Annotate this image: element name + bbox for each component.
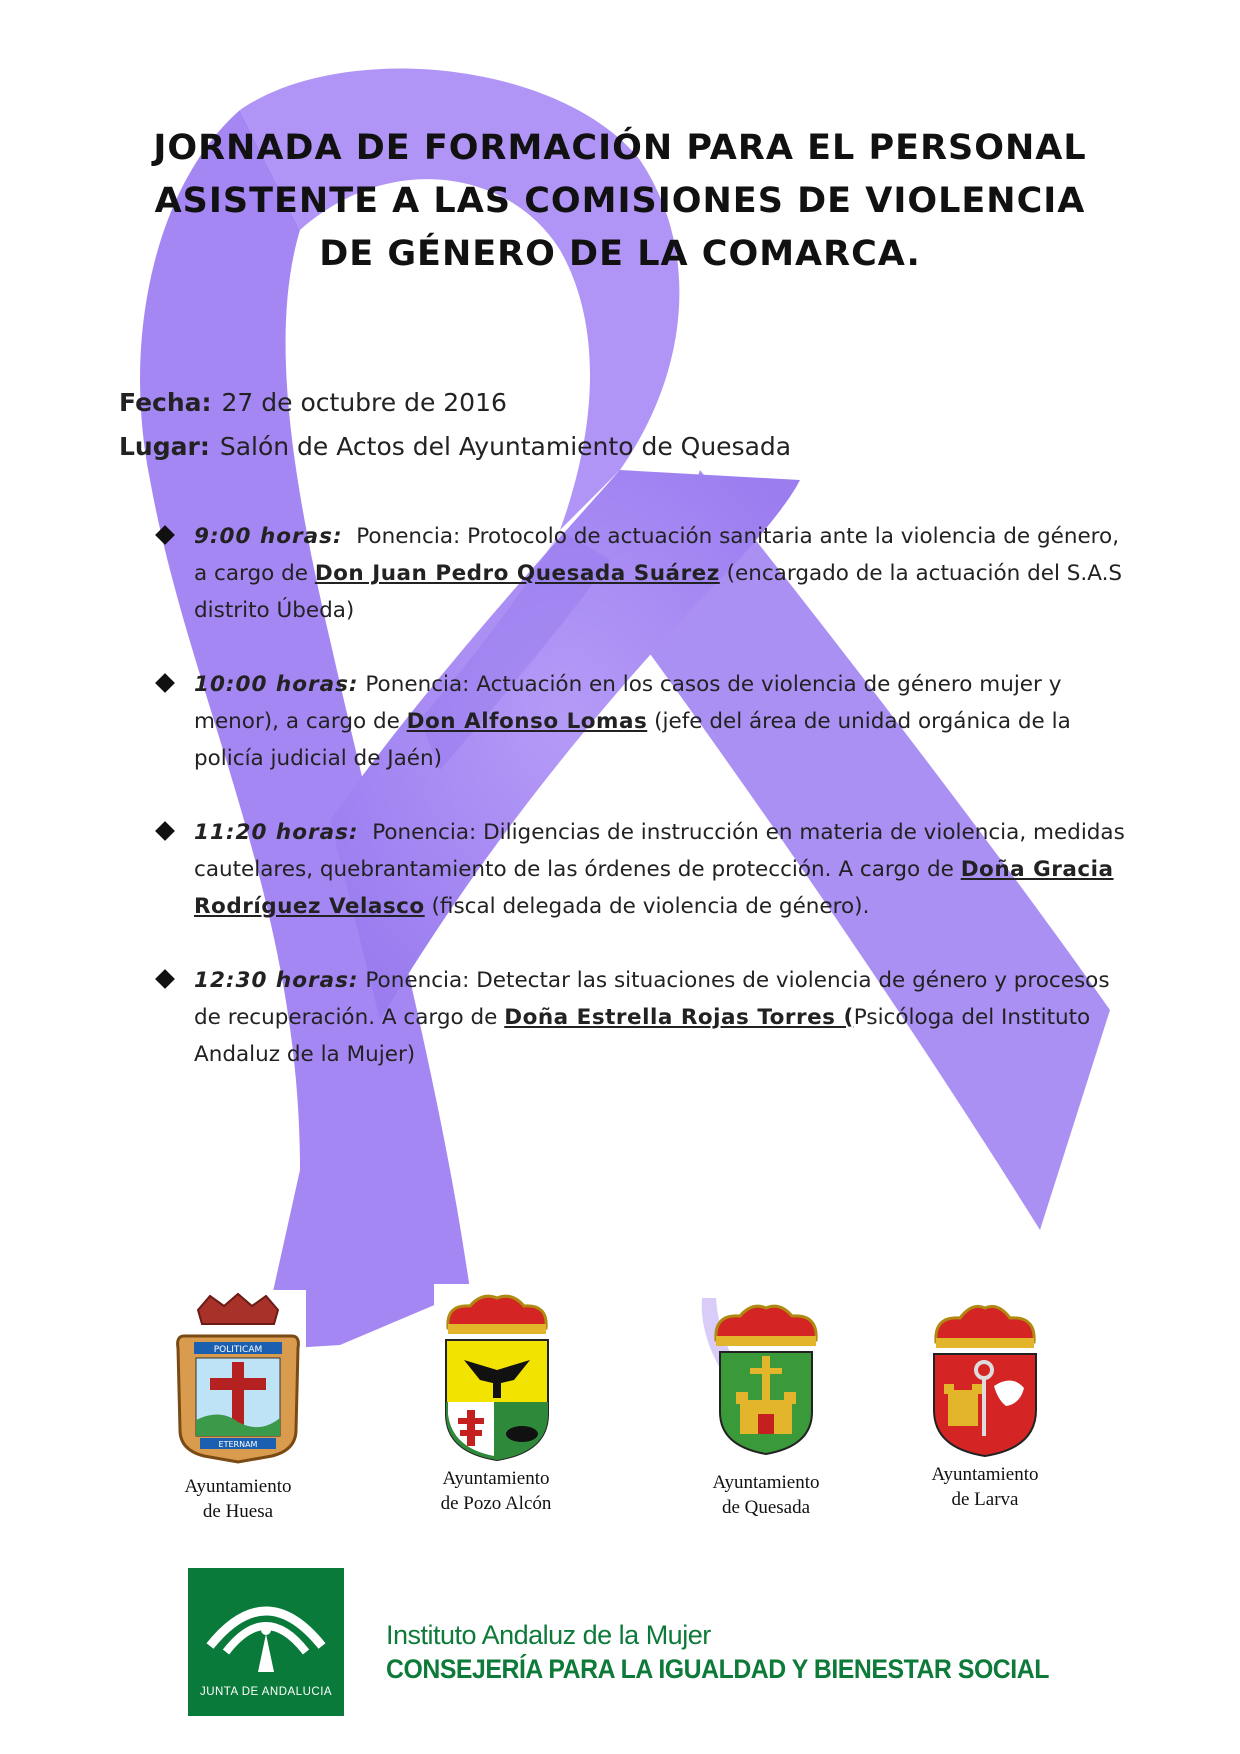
agenda-item-text (194, 962, 1134, 1073)
huesa-banner-top: POLITICAM (213, 1345, 263, 1355)
larva-coat-of-arms-icon (928, 1290, 1042, 1460)
agenda-item-text (194, 518, 1134, 629)
institute-name: Instituto Andaluz de la Mujer (386, 1620, 711, 1650)
seal-caption-pozo-alcon (396, 1466, 596, 1516)
pozo-alcon-coat-of-arms-icon (434, 1284, 560, 1464)
event-date (119, 388, 507, 417)
title-line-1: JORNADA DE FORMACIÓN PARA EL PERSONAL (153, 128, 1087, 168)
agenda-speaker-role: (jefe del área de unidad orgánica de la policía judicial de Jaén) (194, 709, 1071, 771)
seal-caption-line: Ayuntamiento (442, 1468, 550, 1489)
date-label: Fecha: (119, 388, 212, 417)
seal-caption-larva (885, 1462, 1085, 1512)
junta-de-andalucia-logo (188, 1568, 344, 1716)
agenda-description: Ponencia: Diligencias de instrucción en materia de violencia, medidas cautelares, quebrantamiento de las órdenes de protección. A cargo de (194, 820, 1125, 882)
diamond-bullet-icon (155, 969, 175, 989)
agenda-time: 11:20 horas: (194, 820, 359, 845)
seal-caption-line: de Quesada (721, 1497, 811, 1518)
diamond-bullet-icon (155, 673, 175, 693)
title-line-3: DE GÉNERO DE LA COMARCA. (319, 234, 921, 274)
agenda-time: 9:00 horas: (194, 524, 343, 549)
agenda-time: 12:30 horas: (194, 968, 359, 993)
agenda-speaker-role: (encargado de la actuación del S.A.S distrito Úbeda) (194, 561, 1123, 623)
agenda-speaker: Doña Gracia Rodríguez Velasco (194, 857, 1114, 919)
seal-caption-line: Ayuntamiento (184, 1476, 292, 1497)
huesa-banner-bottom: ETERNAM (218, 1440, 258, 1449)
diamond-bullet-icon (155, 821, 175, 841)
junta-arch-emblem-icon (188, 1568, 344, 1686)
title-line-2: ASISTENTE A LAS COMISIONES DE VIOLENCIA (154, 181, 1086, 221)
agenda-item-text (194, 666, 1134, 777)
page-title (120, 122, 1120, 281)
venue-label: Lugar: (119, 432, 210, 461)
agenda-speaker-role: (fiscal delegada de violencia de género). (424, 894, 870, 919)
venue-value: Salón de Actos del Ayuntamiento de Quesada (219, 432, 792, 461)
quesada-coat-of-arms-icon (696, 1288, 836, 1464)
agenda-description: Ponencia: Protocolo de actuación sanitaria ante la violencia de género, a cargo de (194, 524, 1120, 586)
seal-caption-line: de Pozo Alcón (440, 1493, 552, 1514)
agenda-time: 10:00 horas: (194, 672, 359, 697)
seal-caption-line: de Huesa (202, 1501, 274, 1522)
agenda-speaker-role: Psicóloga del Instituto Andaluz de la Mujer) (194, 1005, 1091, 1067)
huesa-coat-of-arms-icon (170, 1290, 306, 1466)
agenda-speaker: Don Alfonso Lomas (406, 709, 648, 734)
seal-caption-huesa (138, 1474, 338, 1524)
diamond-bullet-icon (155, 525, 175, 545)
seal-caption-line: de Larva (951, 1489, 1019, 1510)
agenda-description: Ponencia: Actuación en los casos de violencia de género mujer y menor), a cargo de (194, 672, 1062, 734)
seal-caption-line: Ayuntamiento (712, 1472, 820, 1493)
consejeria-name: CONSEJERÍA PARA LA IGUALDAD Y BIENESTAR SOCIAL (386, 1654, 1049, 1684)
junta-label: JUNTA DE ANDALUCIA (199, 1686, 333, 1698)
agenda-speaker: Doña Estrella Rojas Torres ( (504, 1005, 854, 1030)
agenda-description: Ponencia: Detectar las situaciones de violencia de género y procesos de recuperación. A cargo de (194, 968, 1110, 1030)
agenda-speaker: Don Juan Pedro Quesada Suárez (314, 561, 720, 586)
seal-caption-line: Ayuntamiento (931, 1464, 1039, 1485)
seal-caption-quesada (666, 1470, 866, 1520)
event-venue (119, 432, 791, 461)
agenda-item-text (194, 814, 1134, 925)
date-value: 27 de octubre de 2016 (221, 388, 507, 417)
